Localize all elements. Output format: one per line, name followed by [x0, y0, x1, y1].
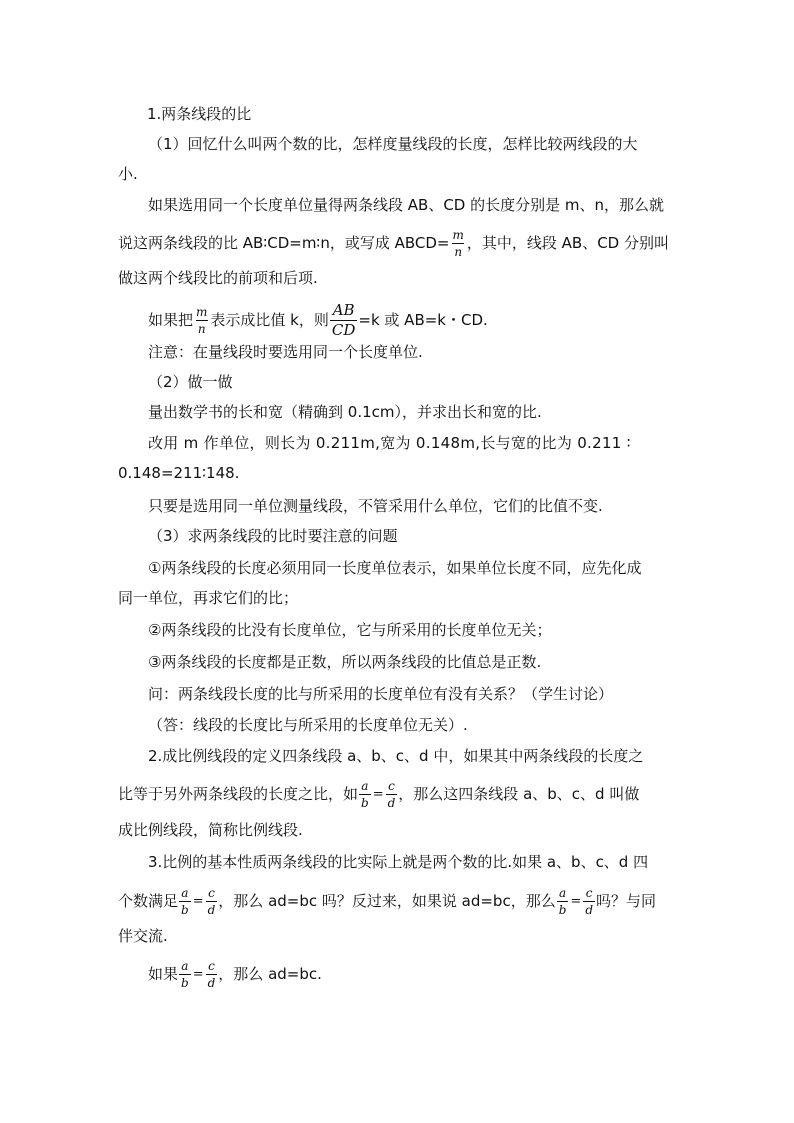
list-item: ①两条线段的长度必须用同一长度单位表示，如果单位长度不同，应先化成	[148, 559, 642, 577]
fraction-c-over-d	[583, 887, 595, 916]
numerator: a	[181, 959, 189, 973]
denominator: d	[585, 903, 593, 917]
paragraph-line: 小.	[118, 165, 138, 183]
subheading: （2）做一做	[148, 373, 233, 391]
subheading: （3）求两条线段的比时要注意的问题	[148, 527, 398, 545]
paragraph-line: 0.148=211∶148.	[118, 464, 240, 482]
text-segment: 表示成比值 k，则	[210, 311, 329, 329]
paragraph-line: 如果选用同一个长度单位量得两条线段 AB、CD 的长度分别是 m、n，那么就	[148, 196, 665, 214]
question-line: 问：两条线段长度的比与所采用的长度单位有没有关系？（学生讨论）	[148, 685, 614, 703]
paragraph-line: 注意：在量线段时要选用同一个长度单位.	[148, 343, 423, 361]
list-item: ②两条线段的比没有长度单位，它与所采用的长度单位无关；	[148, 621, 552, 639]
text-segment: ，那么 ad=bc.	[218, 965, 322, 983]
numerator: AB	[332, 301, 355, 319]
text-segment: 如果把	[148, 311, 194, 329]
answer-line: （答：线段的长度比与所采用的长度单位无关）.	[148, 716, 468, 734]
paragraph-line-with-fraction	[118, 780, 639, 809]
text-segment: 吗？与同	[596, 892, 657, 910]
numerator: a	[181, 886, 189, 900]
numerator: c	[208, 959, 215, 973]
numerator: c	[585, 886, 593, 900]
fraction-a-over-b	[179, 960, 191, 989]
fraction-m-over-n	[451, 229, 466, 258]
fraction-a-over-b	[557, 887, 569, 916]
fraction-c-over-d	[386, 780, 398, 809]
heading-2: 2.成比例线段的定义四条线段 a、b、c、d 中，如果其中两条线段的长度之	[148, 747, 644, 765]
text-segment: 个数满足	[118, 892, 179, 910]
text-segment: ，其中，线段 AB、CD 分别叫	[466, 234, 670, 252]
equals-sign: =	[192, 893, 204, 909]
text-segment: =k 或 AB=k・CD.	[358, 311, 488, 329]
numerator: a	[361, 779, 369, 793]
paragraph-line-with-fraction	[118, 229, 669, 258]
denominator: n	[197, 322, 206, 336]
paragraph-line-with-fraction	[148, 960, 322, 989]
fraction-m-over-n	[194, 306, 209, 335]
denominator: b	[361, 796, 369, 810]
paragraph-line: 伴交流.	[118, 927, 168, 945]
text-segment: 比等于另外两条线段的长度之比，如	[118, 785, 359, 803]
numerator: m	[452, 228, 464, 242]
denominator: b	[558, 903, 567, 917]
equals-sign: =	[192, 966, 204, 982]
equals-sign: =	[372, 786, 384, 802]
paragraph-line: 只要是选用同一单位测量线段，不管采用什么单位，它们的比值不变.	[148, 497, 603, 515]
denominator: n	[454, 245, 463, 259]
paragraph-line-with-fraction	[118, 887, 656, 916]
denominator: d	[207, 976, 216, 990]
heading-1: 1.两条线段的比	[147, 105, 252, 123]
text-segment: ，那么 ad=bc 吗？反过来，如果说 ad=bc，那么	[218, 892, 556, 910]
list-item: ③两条线段的长度都是正数，所以两条线段的比值总是正数.	[148, 653, 542, 671]
fraction-c-over-d	[206, 887, 218, 916]
paragraph-line-with-fraction	[148, 303, 488, 338]
fraction-c-over-d	[206, 960, 218, 989]
fraction-a-over-b	[359, 780, 371, 809]
numerator: c	[208, 886, 215, 900]
fraction-ab-over-cd	[330, 303, 358, 338]
denominator: d	[387, 796, 396, 810]
text-segment: ，那么这四条线段 a、b、c、d 叫做	[398, 785, 640, 803]
paragraph-line: 成比例线段，简称比例线段.	[118, 821, 303, 839]
paragraph-line: 同一单位，再求它们的比；	[118, 589, 299, 607]
numerator: c	[388, 779, 395, 793]
fraction-a-over-b	[179, 887, 191, 916]
numerator: a	[558, 886, 567, 900]
denominator: b	[181, 976, 189, 990]
denominator: CD	[331, 321, 356, 339]
text-segment: 说这两条线段的比 AB∶CD=m∶n，或写成 ABCD=	[118, 234, 450, 252]
denominator: b	[181, 903, 189, 917]
denominator: d	[207, 903, 216, 917]
numerator: m	[196, 305, 208, 319]
paragraph-line: （1）回忆什么叫两个数的比，怎样度量线段的长度，怎样比较两线段的大	[148, 135, 638, 153]
paragraph-line: 做这两个线段比的前项和后项.	[118, 269, 318, 287]
heading-3: 3.比例的基本性质两条线段的比实际上就是两个数的比.如果 a、b、c、d 四	[148, 853, 649, 871]
equals-sign: =	[570, 893, 582, 909]
paragraph-line: 量出数学书的长和宽（精确到 0.1cm），并求出长和宽的比.	[148, 403, 542, 421]
text-segment: 如果	[148, 965, 179, 983]
paragraph-line: 改用 m 作单位，则长为 0.211m,宽为 0.148m,长与宽的比为 0.211 ∶	[148, 434, 631, 452]
